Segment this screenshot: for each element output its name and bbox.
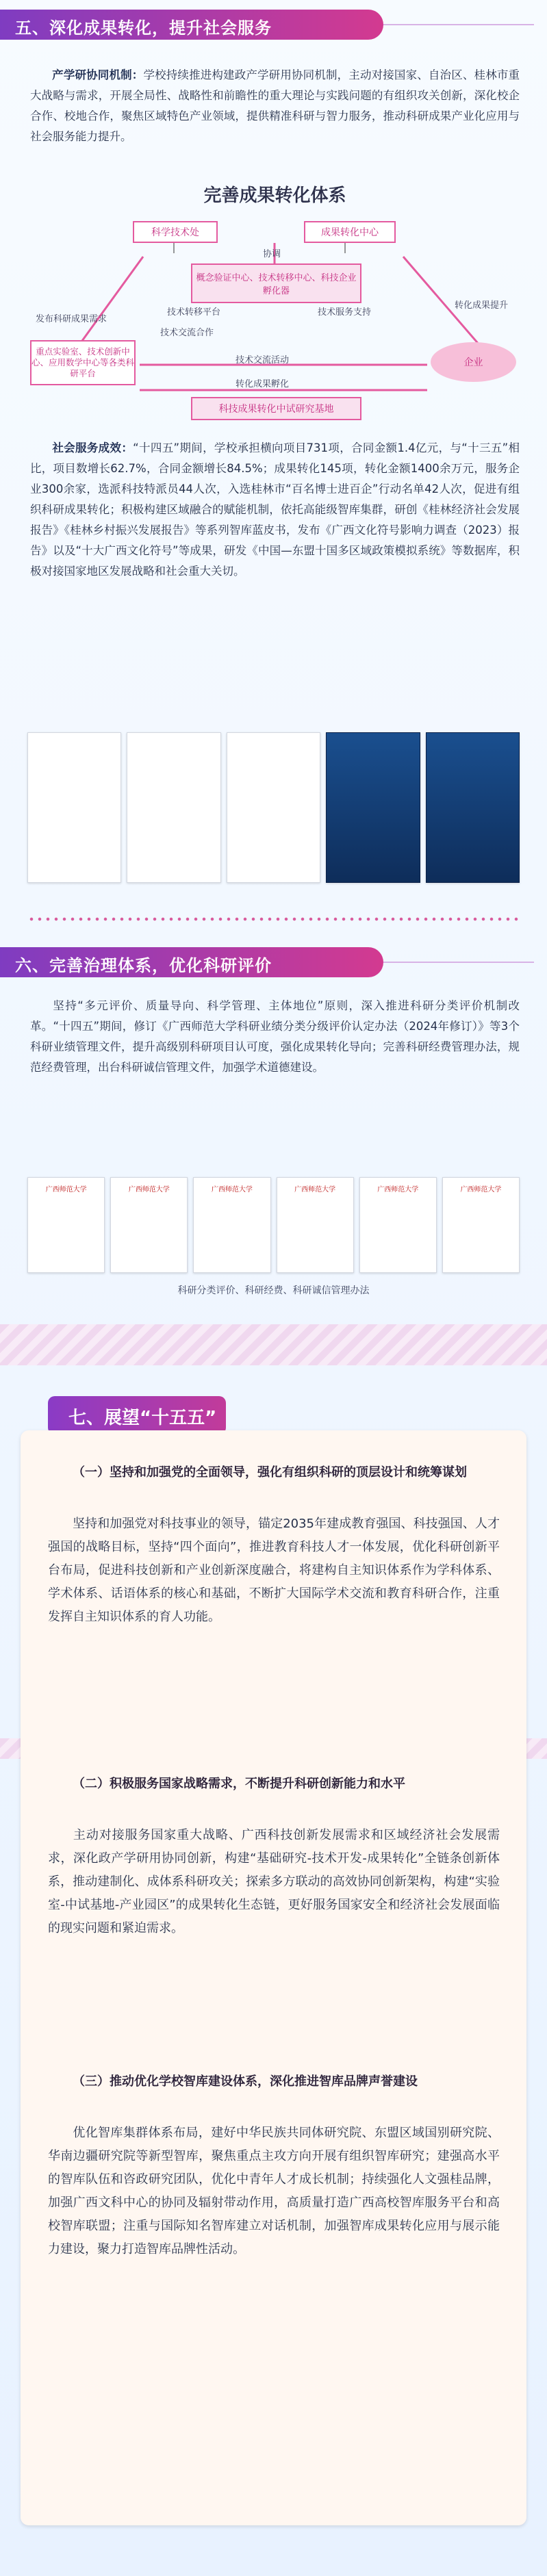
p1-text: 学校持续推进构建政产学研用协同机制，主动对接国家、自治区、桂林市重大战略与需求，开展全局性、战略性和前瞻性的重大理论与实践问题的有组织攻关创新，深化校企合作、校地合作，聚焦区域特色产业领域，提供精准科研与智力服务，推动科研成果产业化应用与社会服务能力提升。: [30, 68, 520, 143]
tech-transfer-label: 技术转移平台: [167, 307, 221, 318]
policy-docs-caption: 科研分类评价、科研经费、科研诚信管理办法: [177, 1285, 370, 1296]
section5-title-bar: [0, 10, 383, 40]
lab-platform-label: 重点实验室、技术创新中心、应用数学中心等各类科研平台: [31, 346, 135, 378]
release-demand-label: 发布科研成果需求: [36, 314, 107, 324]
industry-base-box: [191, 397, 361, 420]
tech-feedback-label: 转化成果孵化: [236, 379, 290, 389]
policy-doc-4: [277, 1177, 354, 1273]
section5-header: [0, 0, 547, 49]
section7-heading-3: [48, 2070, 500, 2094]
section6-title: 六、完善治理体系，优化科研评价: [15, 956, 272, 975]
enterprise-ellipse: [431, 342, 516, 382]
section7-paragraph-1: [48, 1512, 500, 1629]
section7-paragraph-1-text: 坚持和加强党对科技事业的领导，锚定2035年建成教育强国、科技强国、人才强国的战略目标，坚持“四个面向”，推进教育科技人才一体发展，优化科研创新平台布局，促进科技创新和产业创新深度融合，将建构自主知识体系作为学科体系、学术体系、话语体系的核心和基础，不断扩大国际学术交流和教育科研合作，注重发挥自主知识体系的育人功能。: [48, 1517, 500, 1624]
section6-text: 坚持“多元评价、质量导向、科学管理、主体地位”原则，深入推进科研分类评价机制改革。“十四五”期间，修订《广西师范大学科研业绩分类分级评价认定办法（2024年修订）》等3个科研业绩管理文件，提升高级别科研项目认可度，强化成果转化导向；完善科研经费管理办法，规范经费管理，出台科研诚信管理文件，加强学术道德建设。: [30, 999, 520, 1074]
policy-doc-2: [110, 1177, 188, 1273]
policy-doc-3: [193, 1177, 270, 1273]
section7-heading-1: [48, 1461, 500, 1484]
policy-doc-4-header: 广西师范大学: [294, 1186, 336, 1194]
industry-base-label: 科技成果转化中试研究基地: [218, 404, 334, 415]
p2-label: 社会服务成效：: [52, 441, 133, 454]
tech-exchange-label: 技术交流活动: [236, 355, 290, 365]
section7-heading-1-text: （一）坚持和加强党的全面领导，强化有组织科研的顶层设计和统筹谋划: [73, 1465, 467, 1480]
section5-paragraph-2: [30, 438, 520, 582]
diagram-title: 完善成果转化体系: [203, 185, 346, 206]
tech-office-label: 科学技术处: [151, 227, 199, 238]
dotted-divider-1: [27, 917, 520, 921]
p1-label: 产学研协同机制：: [52, 68, 144, 81]
section7-paragraph-3-text: 优化智库集群体系布局，建好中华民族共同体研究院、东盟区域国别研究院、华南边疆研究院等新型智库，聚焦重点主攻方向开展有组织智库研究；建强高水平的智库队伍和咨政研究团队，优化中青年人才成长机制；持续强化人文强桂品牌，加强广西文科中心的协同及辐射带动作用，高质量打造广西高校智库服务平台和高校智库联盟；注重与国际知名智库建立对话机制，加强智库成果转化应用与展示能力建设，聚力打造智库品牌性活动。: [48, 2126, 500, 2256]
section7-panel: [21, 1430, 526, 2525]
coordinate-label: 协调: [263, 249, 281, 259]
policy-docs-strip: [27, 1177, 520, 1273]
section5-title: 五、深化成果转化，提升社会服务: [15, 18, 272, 38]
tech-support-label: 技术服务支持: [318, 307, 372, 318]
transfer-supply-label: 转化成果提升: [455, 300, 509, 311]
conversion-center-label: 成果转化中心: [321, 227, 379, 238]
conversion-center-box: [304, 221, 396, 243]
section7-heading-2-text: （二）积极服务国家战略需求，不断提升科研创新能力和水平: [73, 1777, 405, 1791]
section5-title-line: [383, 24, 534, 25]
diagram-arrows: [30, 181, 520, 476]
section7-paragraph-3: [48, 2122, 500, 2261]
section6-title-line: [383, 962, 534, 963]
report-photos-strip: [27, 732, 520, 883]
enterprise-label: 企业: [463, 357, 483, 368]
bluebook-photo-2: [426, 732, 520, 883]
section7-title-bar: [48, 1396, 226, 1434]
conversion-diagram: [30, 181, 520, 476]
section6-header: [0, 938, 547, 987]
section7-paragraph-2: [48, 1824, 500, 1940]
section6-paragraph: [30, 996, 520, 1078]
policy-doc-6: [442, 1177, 520, 1273]
lab-platform-box: [30, 340, 136, 385]
section5-paragraph-1: [30, 65, 520, 147]
tech-office-box: [133, 221, 218, 243]
decorative-stripe-1: [0, 1324, 547, 1365]
section6-title-bar: [0, 947, 383, 977]
section7-heading-2: [48, 1773, 500, 1796]
policy-doc-3-header: 广西师范大学: [211, 1186, 253, 1194]
policy-doc-5-header: 广西师范大学: [377, 1186, 419, 1194]
policy-doc-1-header: 广西师范大学: [45, 1186, 87, 1194]
policy-doc-1: [27, 1177, 105, 1273]
policy-doc-5: [359, 1177, 437, 1273]
bluebook-photo-1: [326, 732, 420, 883]
p2-text: “十四五”期间，学校承担横向项目731项，合同金额1.4亿元，与“十三五”相比，项目数增长62.7%，合同金额增长84.5%；成果转化145项，转化金额1400余万元，服务企业300余家，选派科技特派员44人次，入选桂林市“百名博士进百企”行动名单42人次，促进有组织科研成果转化；积极构建区域融合的赋能机制，依托高能级智库集群，研创《桂林经济社会发展报告》《桂林乡村振兴发展报告》等系列智库蓝皮书，发布《广西文化符号影响力调查（2023）报告》以及“十大广西文化符号”等成果，研发《中国—东盟十国多区域政策模拟系统》等数据库，积极对接国家地区发展战略和社会重大关切。: [30, 441, 520, 578]
report-photo-1: [27, 732, 121, 883]
section7-heading-3-text: （三）推动优化学校智库建设体系，深化推进智库品牌声誉建设: [73, 2074, 418, 2089]
policy-doc-6-header: 广西师范大学: [460, 1186, 502, 1194]
section7-title: 七、展望“十五五”: [68, 1408, 217, 1428]
section7-paragraph-2-text: 主动对接服务国家重大战略、广西科技创新发展需求和区域经济社会发展需求，深化政产学研用协同创新，构建“基础研究-技术开发-成果转化”全链条创新体系，推动建制化、成体系科研攻关；探索多方联动的高效协同创新架构，构建“实验室-中试基地-产业园区”的成果转化生态链，更好服务国家安全和经济社会发展面临的现实问题和紧迫需求。: [48, 1828, 500, 1935]
report-photo-3: [227, 732, 320, 883]
policy-doc-2-header: 广西师范大学: [128, 1186, 170, 1194]
concept-box: [191, 263, 361, 303]
tech-patent-label: 技术交流合作: [160, 328, 214, 338]
concept-label: 概念验证中心、技术转移中心、科技企业孵化器: [196, 273, 357, 296]
report-photo-2: [127, 732, 220, 883]
